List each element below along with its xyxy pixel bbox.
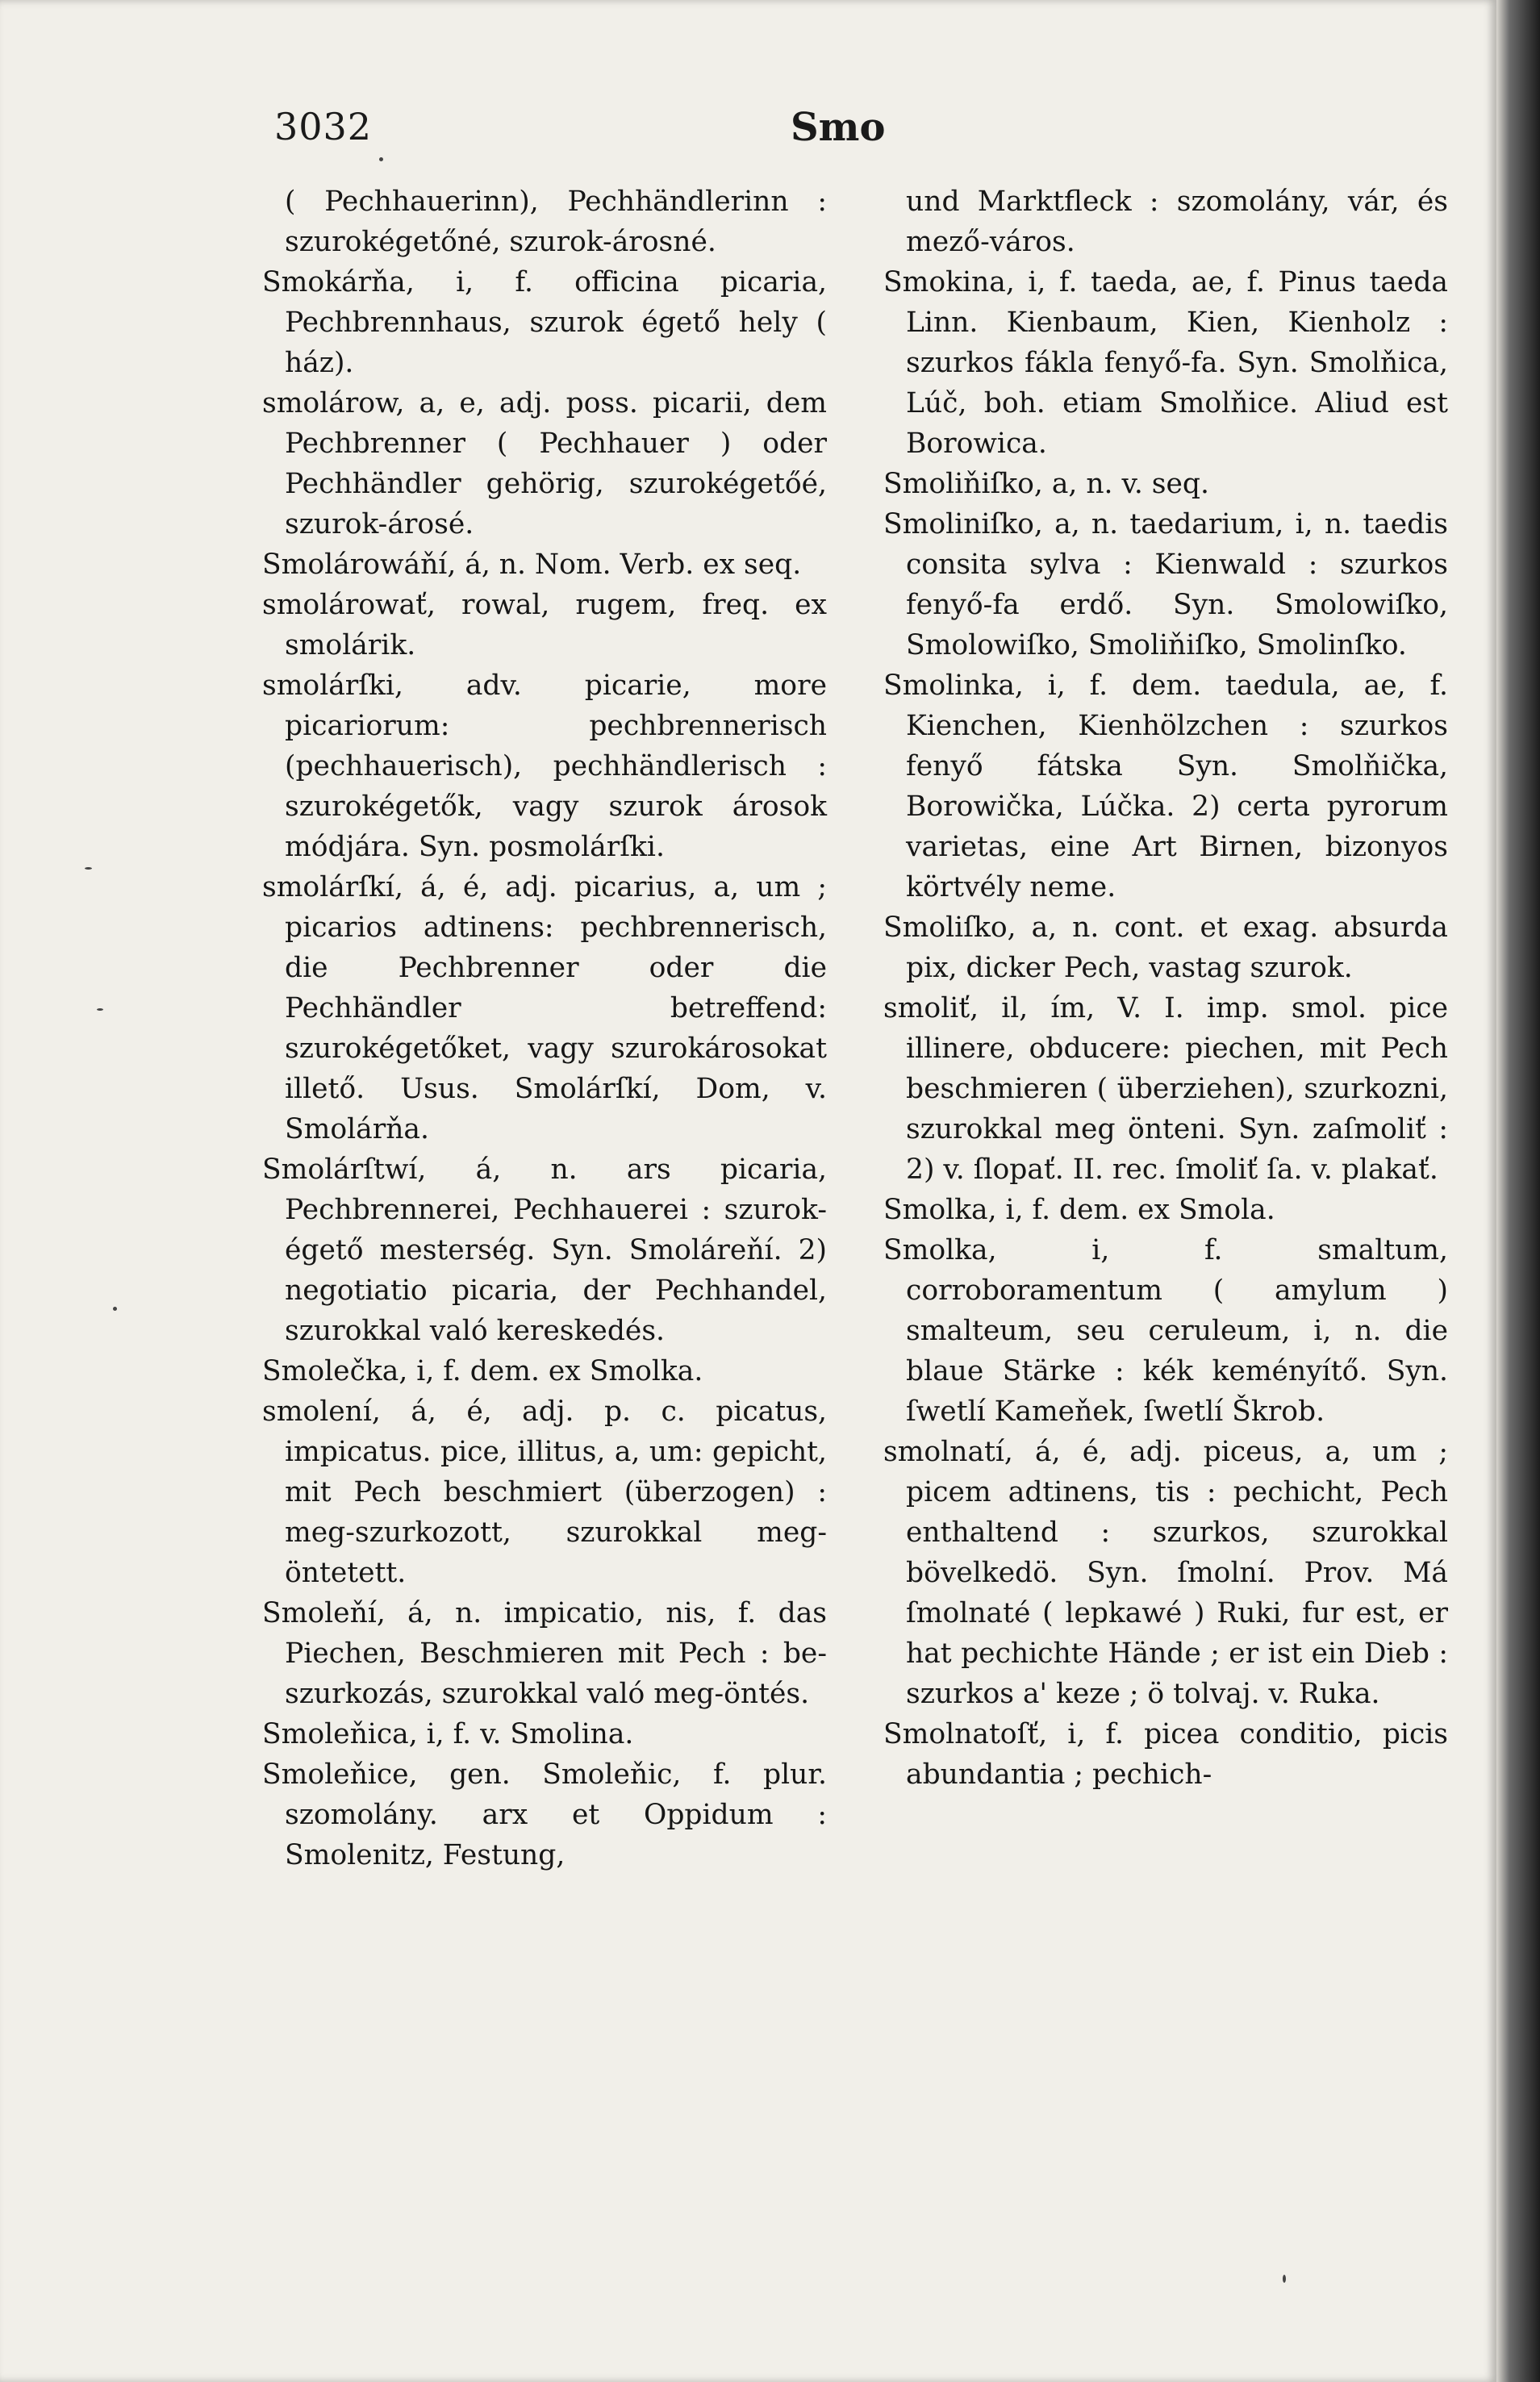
speck — [113, 1307, 117, 1311]
entry: Smolnatoſť, i, f. picea conditio, picis abundantia ; pechich- — [883, 1718, 1448, 1791]
entry: Smolárowáňí, á, n. Nom. Verb. ex seq. — [262, 549, 802, 581]
entry: smolnatí, á, é, adj. piceus, a, um ; picem adtinens, tis : pechicht, Pech enthaltend : szurkos, szurokkal bövelkedö. Syn. ſmolní. Prov. Má ſmolnaté ( lepkawé ) Ruki, fur est, er hat pechichte Hände ; er ist ein Dieb : szurkos a' keze ; ö tolvaj. v. Ruka. — [883, 1436, 1448, 1710]
entry: smolení, á, é, adj. p. c. picatus, impicatus. pice, illitus, a, um: gepicht, mit Pech beschmiert (überzogen) : meg-szurkozott, szurokkal meg-öntetett. — [262, 1395, 827, 1589]
left-column — [262, 181, 827, 2319]
entry: Smolka, i, f. dem. ex Smola. — [883, 1194, 1275, 1226]
entry: Smoliniſko, a, n. taedarium, i, n. taedis consita sylva : Kienwald : szurkos fenyő-fa erdő. Syn. Smolowiſko, Smolowiſko, Smoliňiſko, Smolinſko. — [883, 508, 1448, 661]
speck — [1283, 2275, 1286, 2283]
right-column — [883, 181, 1448, 2319]
entry: Smolárſtwí, á, n. ars picaria, Pechbrennerei, Pechhauerei : szurok-égető mesterség. Syn. Smoláreňí. 2) negotiatio picaria, der Pechhandel, szurokkal való kereskedés. — [262, 1153, 827, 1347]
speck — [379, 157, 383, 161]
guide-word: Smo — [791, 105, 886, 150]
entry: Smolinka, i, f. dem. taedula, ae, f. Kienchen, Kienhölzchen : szurkos fenyő fátska Syn. Smolňička, Borowička, Lúčka. 2) certa pyrorum varietas, eine Art Birnen, bizonyos körtvély neme. — [883, 670, 1448, 903]
speck — [97, 1008, 103, 1011]
entry: Smoliſko, a, n. cont. et exag. absurda pix, dicker Pech, vastag szurok. — [883, 912, 1448, 984]
entry: smolárſki, adv. picarie, more picariorum: pechbrennerisch (pechhauerisch), pechhändlerisch : szurokégetők, vagy szurok árosok módjára. Syn. posmolárſki. — [262, 670, 827, 863]
entry: Smolka, i, f. smaltum, corroboramentum ( amylum ) smalteum, seu ceruleum, i, n. die blaue Stärke : kék keményítő. Syn. ſwetlí Kameňek, ſwetlí Škrob. — [883, 1234, 1448, 1428]
entry: Smokárňa, i, f. officina picaria, Pechbrennhaus, szurok égető hely ( ház). — [262, 266, 827, 379]
entry: smolárſkí, á, é, adj. picarius, a, um ; picarios adtinens: pechbrennerisch, die Pechbrenner oder die Pechhändler betreffend: szurokégetőket, vagy szurokárosokat illető. Usus. Smolárſkí, Dom, v. Smolárňa. — [262, 871, 827, 1145]
entry: Smolečka, i, f. dem. ex Smolka. — [262, 1355, 703, 1387]
entry: Smoliňiſko, a, n. v. seq. — [883, 468, 1209, 500]
book-spine — [1496, 0, 1540, 2382]
entry: Smoleňice, gen. Smoleňic, f. plur. szomolány. arx et Oppidum : Smolenitz, Festung, — [262, 1758, 827, 1871]
text-columns — [262, 181, 1448, 2319]
entry: Smoleňica, i, f. v. Smolina. — [262, 1718, 634, 1750]
entry: smoliť, il, ím, V. I. imp. smol. pice illinere, obducere: piechen, mit Pech beschmieren ( überziehen), szurkozni, szurokkal meg önteni. Syn. zaſmoliť : 2) v. ſlopať. II. rec. ſmoliť ſa. v. plakať. — [883, 992, 1448, 1186]
running-head — [274, 105, 1448, 153]
entry: Smokina, i, f. taeda, ae, f. Pinus taeda Linn. Kienbaum, Kien, Kienholz : szurkos fákla fenyő-fa. Syn. Smolňica, Lúč, boh. etiam Smolňice. Aliud est Borowica. — [883, 266, 1448, 460]
page-number: 3032 — [274, 105, 373, 148]
speck — [85, 867, 92, 870]
entry: smolárow, a, e, adj. poss. picarii, dem Pechbrenner ( Pechhauer ) oder Pechhändler gehörig, szurokégetőé, szurok-árosé. — [262, 387, 827, 540]
entry: smolárowať, rowal, rugem, freq. ex smolárik. — [262, 589, 827, 661]
entry: ( Pechhauerinn), Pechhändlerinn : szurokégetőné, szurok-árosné. — [285, 186, 827, 258]
entry: und Marktfleck : szomolány, vár, és mező-város. — [906, 186, 1448, 258]
entry: Smoleňí, á, n. impicatio, nis, f. das Piechen, Beschmieren mit Pech : be-szurkozás, szurokkal való meg-öntés. — [262, 1597, 827, 1710]
